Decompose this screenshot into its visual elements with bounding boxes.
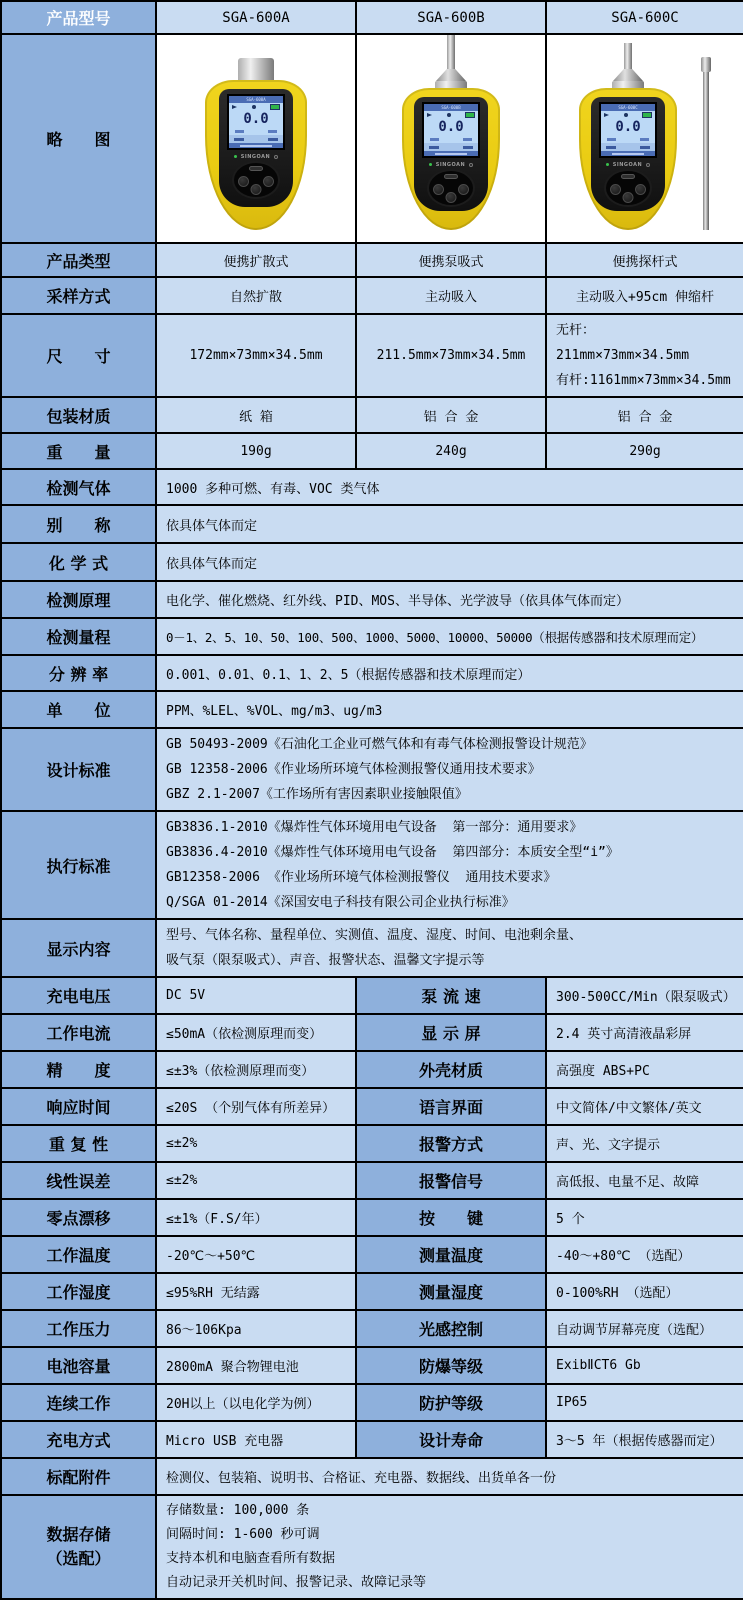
keypad <box>234 163 278 197</box>
power-icon <box>646 163 650 167</box>
spec-value: 铝 合 金 <box>546 397 743 433</box>
spec-row <box>1 655 743 691</box>
left-key <box>238 176 249 187</box>
spec-value: 纸 箱 <box>156 397 356 433</box>
spec-line: 有杆:1161mm×73mm×34.5mm <box>556 373 731 388</box>
menu-button <box>444 174 458 179</box>
spec-value <box>156 919 743 977</box>
battery-icon <box>465 112 475 118</box>
row-label: 线性误差 <box>1 1162 156 1199</box>
row-label: 显 示 屏 <box>356 1014 546 1051</box>
battery-icon <box>642 112 652 118</box>
device-figure <box>547 43 743 242</box>
spec-value: ExibⅡCT6 Gb <box>546 1347 743 1384</box>
spec-pair-row <box>1 1051 743 1088</box>
power-icon <box>274 155 278 159</box>
spec-value: 0.001、0.01、0.1、1、2、5（根据传感器和技术原理而定） <box>156 655 743 691</box>
keypad <box>429 171 473 205</box>
spec-row <box>1 243 743 277</box>
spec-value: 5 个 <box>546 1199 743 1236</box>
spec-pair-row <box>1 1088 743 1125</box>
screen-titlebar: SGA-600B <box>424 104 478 111</box>
sensor-cap-icon <box>238 58 274 82</box>
screen-status-icons <box>601 111 655 119</box>
header-label: 产品型号 <box>1 1 156 34</box>
spec-pair-row <box>1 1236 743 1273</box>
device-body <box>402 88 500 230</box>
spec-pair-row <box>1 1384 743 1421</box>
spec-row <box>1 543 743 581</box>
power-icon <box>469 163 473 167</box>
spec-line: GBZ 2.1-2007《工作场所有害因素职业接触限值》 <box>166 787 468 802</box>
fan-icon <box>252 105 256 109</box>
row-label: 化 学 式 <box>1 543 156 581</box>
spec-pair-row <box>1 1162 743 1199</box>
spec-value: 主动吸入+95cm 伸缩杆 <box>546 277 743 314</box>
spec-value <box>156 728 743 811</box>
fan-icon <box>447 113 451 117</box>
spec-pair-row <box>1 1310 743 1347</box>
row-label: 充电电压 <box>1 977 156 1014</box>
menu-button <box>621 174 635 179</box>
spec-row <box>1 691 743 728</box>
spec-value: 声、光、文字提示 <box>546 1125 743 1162</box>
screen-titlebar: SGA-600A <box>229 96 283 103</box>
row-label: 工作压力 <box>1 1310 156 1347</box>
spec-pair-row <box>1 1273 743 1310</box>
accessories-row <box>1 1458 743 1495</box>
spec-value: 190g <box>156 433 356 469</box>
row-label: 测量湿度 <box>356 1273 546 1310</box>
row-label <box>1 1495 156 1599</box>
row-label: 单 位 <box>1 691 156 728</box>
spec-line: GB 12358-2006《作业场所环境气体检测报警仪通用技术要求》 <box>166 762 541 777</box>
spec-value: 240g <box>356 433 546 469</box>
spec-line: 吸气泵（限泵吸式）、声音、报警状态、温馨文字提示等 <box>166 953 485 968</box>
brand-label: SINGOAN <box>240 153 271 160</box>
spec-row <box>1 314 743 397</box>
screen-statusbar <box>229 143 283 149</box>
brand-label: SINGOAN <box>435 161 466 168</box>
spec-value: 自动调节屏幕亮度（选配） <box>546 1310 743 1347</box>
spec-value <box>546 314 743 397</box>
spec-pair-row <box>1 977 743 1014</box>
row-label: 防护等级 <box>356 1384 546 1421</box>
row-label: 测量温度 <box>356 1236 546 1273</box>
spec-value: 172mm×73mm×34.5mm <box>156 314 356 397</box>
left-key <box>433 184 444 195</box>
spec-value: IP65 <box>546 1384 743 1421</box>
spec-value: ≤±2% <box>156 1125 356 1162</box>
spec-line: GB12358-2006 《作业场所环境气体检测报警仪 通用技术要求》 <box>166 870 557 885</box>
row-label: 执行标准 <box>1 811 156 919</box>
probe-cone-icon <box>613 69 643 81</box>
spec-pair-row <box>1 1199 743 1236</box>
row-label: 泵 流 速 <box>356 977 546 1014</box>
spec-line: 型号、气体名称、量程单位、实测值、温度、湿度、时间、电池剩余量、 <box>166 928 583 943</box>
right-key <box>263 176 274 187</box>
row-label: 产品类型 <box>1 243 156 277</box>
brand-row <box>414 160 488 169</box>
spec-value <box>156 1495 743 1599</box>
spec-value: 高强度 ABS+PC <box>546 1051 743 1088</box>
spec-line: 无杆： 211mm×73mm×34.5mm <box>556 323 690 363</box>
spec-value: ≤±2% <box>156 1162 356 1199</box>
spec-value: 铝 合 金 <box>356 397 546 433</box>
spec-line: 支持本机和电脑查看所有数据 <box>166 1551 336 1566</box>
sensor-probe-icon <box>447 35 455 69</box>
device-cell <box>156 34 356 243</box>
storage-row <box>1 1495 743 1599</box>
row-label: 采样方式 <box>1 277 156 314</box>
sketch-row <box>1 34 743 243</box>
row-label: 标配附件 <box>1 1458 156 1495</box>
speaker-icon <box>232 105 237 109</box>
telescopic-rod <box>701 57 711 230</box>
row-label: 检测原理 <box>1 581 156 618</box>
row-label: 精 度 <box>1 1051 156 1088</box>
spec-value: 3～5 年（根据传感器而定） <box>546 1421 743 1458</box>
spec-pair-row <box>1 1014 743 1051</box>
spec-value: PPM、%LEL、%VOL、mg/m3、ug/m3 <box>156 691 743 728</box>
spec-value: 211.5mm×73mm×34.5mm <box>356 314 546 397</box>
device-screen <box>599 102 657 158</box>
rod-tip <box>701 57 711 72</box>
row-label: 分 辨 率 <box>1 655 156 691</box>
spec-row <box>1 811 743 919</box>
screen-titlebar: SGA-600C <box>601 104 655 111</box>
device-body <box>579 88 677 230</box>
spec-value: 依具体气体而定 <box>156 505 743 543</box>
spec-value: Micro USB 充电器 <box>156 1421 356 1458</box>
fan-icon <box>624 113 628 117</box>
screen-alarm-row <box>229 135 283 143</box>
led-indicator <box>234 155 237 158</box>
row-label: 语言界面 <box>356 1088 546 1125</box>
spec-value: ≤20S （个别气体有所差异） <box>156 1088 356 1125</box>
device-cell <box>546 34 743 243</box>
row-label: 零点漂移 <box>1 1199 156 1236</box>
spec-value: 86～106Kpa <box>156 1310 356 1347</box>
spec-row <box>1 397 743 433</box>
enter-key <box>623 192 634 203</box>
spec-row <box>1 277 743 314</box>
gas-detector-device <box>402 35 500 230</box>
spec-row <box>1 469 743 505</box>
screen-status-icons <box>229 103 283 111</box>
device-figure <box>357 35 545 242</box>
row-label: 光感控制 <box>356 1310 546 1347</box>
device-face <box>591 97 665 211</box>
spec-value: 300-500CC/Min（限泵吸式） <box>546 977 743 1014</box>
brand-label: SINGOAN <box>612 161 643 168</box>
row-label: 设计寿命 <box>356 1421 546 1458</box>
screen-statusbar <box>601 151 655 157</box>
spec-value: ≤95%RH 无结露 <box>156 1273 356 1310</box>
device-face <box>219 89 293 207</box>
spec-value: 中文简体/中文繁体/英文 <box>546 1088 743 1125</box>
row-label: 充电方式 <box>1 1421 156 1458</box>
screen-reading: 0.0 <box>243 111 269 127</box>
spec-row <box>1 505 743 543</box>
device-face <box>414 97 488 211</box>
row-label: 外壳材质 <box>356 1051 546 1088</box>
row-label: 报警信号 <box>356 1162 546 1199</box>
header-row <box>1 1 743 34</box>
row-label: 重 量 <box>1 433 156 469</box>
spec-value: 2.4 英寸高清液晶彩屏 <box>546 1014 743 1051</box>
device-screen <box>422 102 480 158</box>
row-label: 工作电流 <box>1 1014 156 1051</box>
led-indicator <box>429 163 432 166</box>
spec-value: 便携泵吸式 <box>356 243 546 277</box>
device-figure <box>157 58 355 242</box>
spec-row <box>1 433 743 469</box>
spec-value: 高低报、电量不足、故障 <box>546 1162 743 1199</box>
spec-line: 存储数量: 100,000 条 <box>166 1503 310 1518</box>
spec-pair-row <box>1 1347 743 1384</box>
row-label: 检测气体 <box>1 469 156 505</box>
row-label: 检测量程 <box>1 618 156 655</box>
spec-value: 0-100%RH （选配） <box>546 1273 743 1310</box>
screen-status-icons <box>424 111 478 119</box>
sensor-probe-icon <box>624 43 632 69</box>
spec-value: 20H以上（以电化学为例） <box>156 1384 356 1421</box>
probe-cone-icon <box>436 69 466 81</box>
row-label: 别 称 <box>1 505 156 543</box>
spec-value: -20℃～+50℃ <box>156 1236 356 1273</box>
row-label: 电池容量 <box>1 1347 156 1384</box>
spec-pair-row <box>1 1421 743 1458</box>
label-line: （选配） <box>46 1549 111 1568</box>
spec-value: 便携探杆式 <box>546 243 743 277</box>
row-label: 包装材质 <box>1 397 156 433</box>
row-label: 按 键 <box>356 1199 546 1236</box>
screen-data-row <box>424 135 478 143</box>
gas-detector-device <box>205 58 307 230</box>
spec-pair-row <box>1 1125 743 1162</box>
screen-alarm-row <box>424 143 478 151</box>
spec-row <box>1 919 743 977</box>
spec-value: -40～+80℃ （选配） <box>546 1236 743 1273</box>
spec-line: 自动记录开关机时间、报警记录、故障记录等 <box>166 1575 427 1590</box>
spec-value: 1000 多种可燃、有毒、VOC 类气体 <box>156 469 743 505</box>
right-key <box>635 184 646 195</box>
enter-key <box>446 192 457 203</box>
row-label: 响应时间 <box>1 1088 156 1125</box>
left-key <box>610 184 621 195</box>
spec-line: GB3836.4-2010《爆炸性气体环境用电气设备 第四部分：本质安全型“i”》 <box>166 845 619 860</box>
battery-icon <box>270 104 280 110</box>
spec-value: ≤±1%（F.S/年） <box>156 1199 356 1236</box>
enter-key <box>251 184 262 195</box>
label-line: 数据存储 <box>46 1525 111 1544</box>
brand-row <box>219 152 293 161</box>
screen-statusbar <box>424 151 478 157</box>
row-label: 显示内容 <box>1 919 156 977</box>
spec-value: 电化学、催化燃烧、红外线、PID、MOS、半导体、光学波导（依具体气体而定） <box>156 581 743 618</box>
row-label: 连续工作 <box>1 1384 156 1421</box>
speaker-icon <box>604 113 609 117</box>
spec-line: 间隔时间: 1-600 秒可调 <box>166 1527 320 1542</box>
spec-value: 依具体气体而定 <box>156 543 743 581</box>
model-header-c: SGA-600C <box>546 1 743 34</box>
row-label: 报警方式 <box>356 1125 546 1162</box>
row-label: 工作湿度 <box>1 1273 156 1310</box>
right-key <box>458 184 469 195</box>
row-label: 尺 寸 <box>1 314 156 397</box>
spec-value: 0－1、2、5、10、50、100、500、1000、5000、10000、50000（根据传感器和技术原理而定） <box>156 618 743 655</box>
row-label: 重 复 性 <box>1 1125 156 1162</box>
spec-value <box>156 811 743 919</box>
spec-value: ≤±3%（依检测原理而变） <box>156 1051 356 1088</box>
rod-shaft <box>703 72 709 230</box>
model-header-b: SGA-600B <box>356 1 546 34</box>
spec-row <box>1 581 743 618</box>
row-label: 设计标准 <box>1 728 156 811</box>
spec-value: DC 5V <box>156 977 356 1014</box>
row-label: 防爆等级 <box>356 1347 546 1384</box>
brand-row <box>591 160 665 169</box>
row-label: 工作温度 <box>1 1236 156 1273</box>
menu-button <box>249 166 263 171</box>
spec-line: Q/SGA 01-2014《深国安电子科技有限公司企业执行标准》 <box>166 895 515 910</box>
spec-value: 290g <box>546 433 743 469</box>
screen-reading: 0.0 <box>615 119 641 135</box>
spec-value: 2800mA 聚合物锂电池 <box>156 1347 356 1384</box>
spec-row <box>1 618 743 655</box>
model-header-a: SGA-600A <box>156 1 356 34</box>
device-body <box>205 80 307 230</box>
spec-line: GB 50493-2009《石油化工企业可燃气体和有毒气体检测报警设计规范》 <box>166 737 593 752</box>
gas-detector-device <box>579 43 677 230</box>
spec-value: ≤50mA（依检测原理而变） <box>156 1014 356 1051</box>
spec-value: 检测仪、包装箱、说明书、合格证、充电器、数据线、出货单各一份 <box>156 1458 743 1495</box>
spec-row <box>1 728 743 811</box>
screen-reading: 0.0 <box>438 119 464 135</box>
screen-alarm-row <box>601 143 655 151</box>
spec-value: 便携扩散式 <box>156 243 356 277</box>
screen-data-row <box>229 127 283 135</box>
spec-value: 主动吸入 <box>356 277 546 314</box>
keypad <box>606 171 650 205</box>
speaker-icon <box>427 113 432 117</box>
device-screen <box>227 94 285 150</box>
spec-line: GB3836.1-2010《爆炸性气体环境用电气设备 第一部分：通用要求》 <box>166 820 583 835</box>
screen-data-row <box>601 135 655 143</box>
sketch-label: 略 图 <box>1 34 156 243</box>
device-cell <box>356 34 546 243</box>
led-indicator <box>606 163 609 166</box>
spec-value: 自然扩散 <box>156 277 356 314</box>
